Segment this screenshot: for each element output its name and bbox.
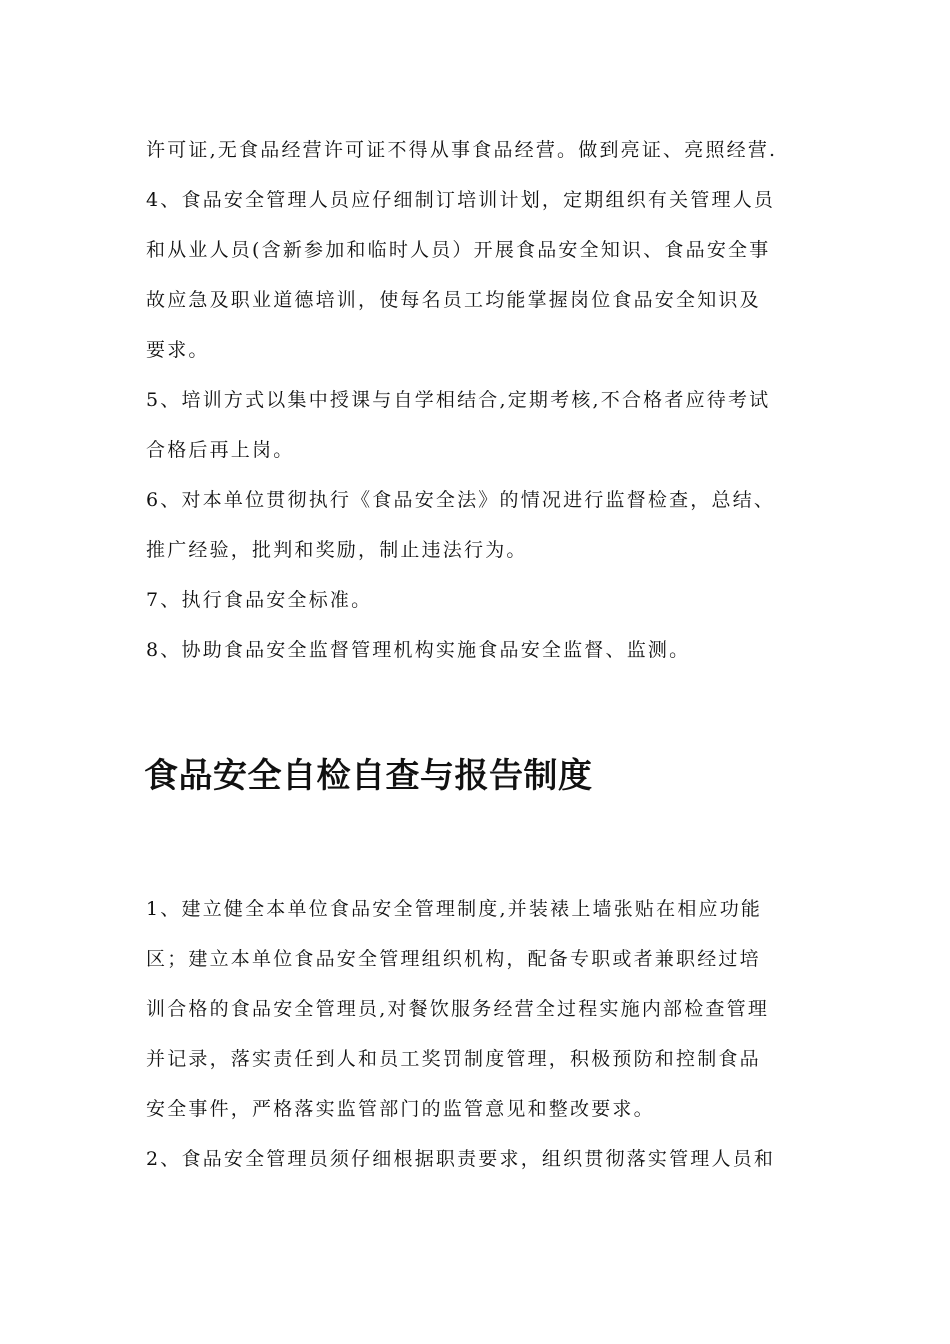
text-line: 区；建立本单位食品安全管理组织机构，配备专职或者兼职经过培 <box>146 948 761 970</box>
text-line: 要求。 <box>146 339 210 361</box>
text-line: 并记录，落实责任到人和员工奖罚制度管理，积极预防和控制食品 <box>146 1048 761 1070</box>
text-line: 4、食品安全管理人员应仔细制订培训计划，定期组织有关管理人员 <box>146 189 776 211</box>
text-line: 推广经验，批判和奖励，制止违法行为。 <box>146 539 528 561</box>
text-line: 7、执行食品安全标准。 <box>146 589 373 611</box>
text-line: 许可证,无食品经营许可证不得从事食品经营。做到亮证、亮照经营. <box>146 139 778 161</box>
text-line: 和从业人员(含新参加和临时人员）开展食品安全知识、食品安全事 <box>146 239 771 261</box>
text-line: 2、食品安全管理员须仔细根据职责要求，组织贯彻落实管理人员和 <box>146 1148 776 1170</box>
text-line: 合格后再上岗。 <box>146 439 295 461</box>
text-line: 训合格的食品安全管理员,对餐饮服务经营全过程实施内部检查管理 <box>146 998 770 1020</box>
text-line: 故应急及职业道德培训，使每名员工均能掌握岗位食品安全知识及 <box>146 289 761 311</box>
text-line: 8、协助食品安全监督管理机构实施食品安全监督、监测。 <box>146 639 691 661</box>
text-line: 6、对本单位贯彻执行《食品安全法》的情况进行监督检查，总结、 <box>146 489 776 511</box>
text-line: 1、建立健全本单位食品安全管理制度,并装裱上墙张贴在相应功能 <box>146 898 763 920</box>
section-heading: 食品安全自检自查与报告制度 <box>144 756 593 796</box>
text-line: 安全事件，严格落实监管部门的监管意见和整改要求。 <box>146 1098 655 1120</box>
text-line: 5、培训方式以集中授课与自学相结合,定期考核,不合格者应待考试 <box>146 389 771 411</box>
